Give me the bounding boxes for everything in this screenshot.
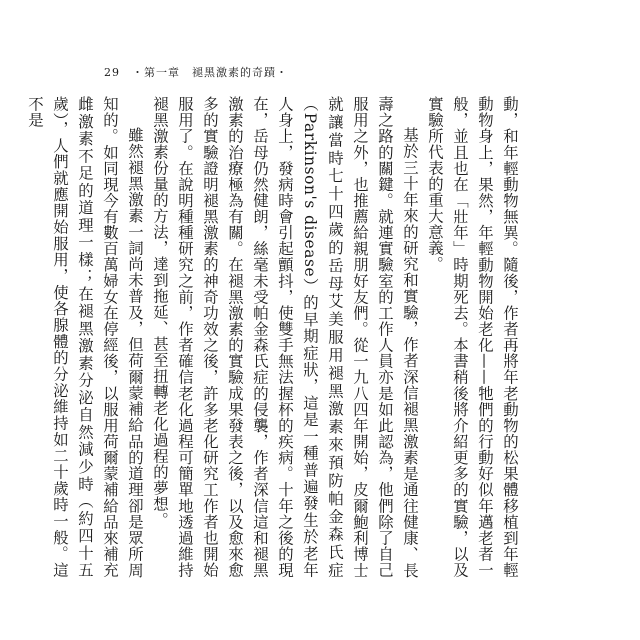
body-text [22,96,522,578]
page-number: 29 [104,66,120,79]
running-header [104,64,288,80]
paragraph-1: 動，和年輕動物無異。隨後，作者再將年老動物的松果體移植到年輕動物身上，果然，年輕動物開始老化——牠們的行動好似年邁老者一般，並且也在「壯年」時期死去。本書稍後將介紹更多的實驗，以及實驗所代表的重大意義。 [426,96,519,578]
paragraph-3: 雖然褪黑激素一詞尚未普及，但荷爾蒙補給品的道理卻是眾所周知的。如同現今有數百萬婦女在停經後，以服用荷爾蒙補給品來補充雌激素不足的道理一樣；在褪黑激素分泌自然減少時（約四十五歲），人們就應開始服用，使各腺體的分泌維持如二十歲時一般。這不是 [26,96,144,578]
paragraph-2: 基於三十年來的研究和實驗，作者深信褪黑激素是通往健康、長壽之路的關鍵。就連實驗室的工作人員亦是如此認為，他們除了自己服用之外，也推薦給親朋好友們。從一九八四年開始，皮爾鮑利博士就讓當時七十四歲的岳母艾美服用褪黑激素來預防帕金森氏症（Parkinson's disease）的早期症狀，這是一種普遍發生於老年人身上，發病時會引起顫抖，使雙手無法握杯的疾病。十年之後的現在，岳母仍然健朗，絲毫未受帕金森氏症的侵襲，作者深信這和褪黑激素的治療極為有關。在褪黑激素的實驗成果發表之後，以及愈來愈多的實驗證明褪黑激素的神奇功效之後，許多老化研究工作者也開始服用了。在說明種種研究之前，作者確信老化過程可簡單地透過維持褪黑激素份量的方法，達到拖延、甚至扭轉老化過程的夢想。 [151,96,419,578]
chapter-title: ・第一章 褪黑激素的奇蹟・ [132,66,288,79]
